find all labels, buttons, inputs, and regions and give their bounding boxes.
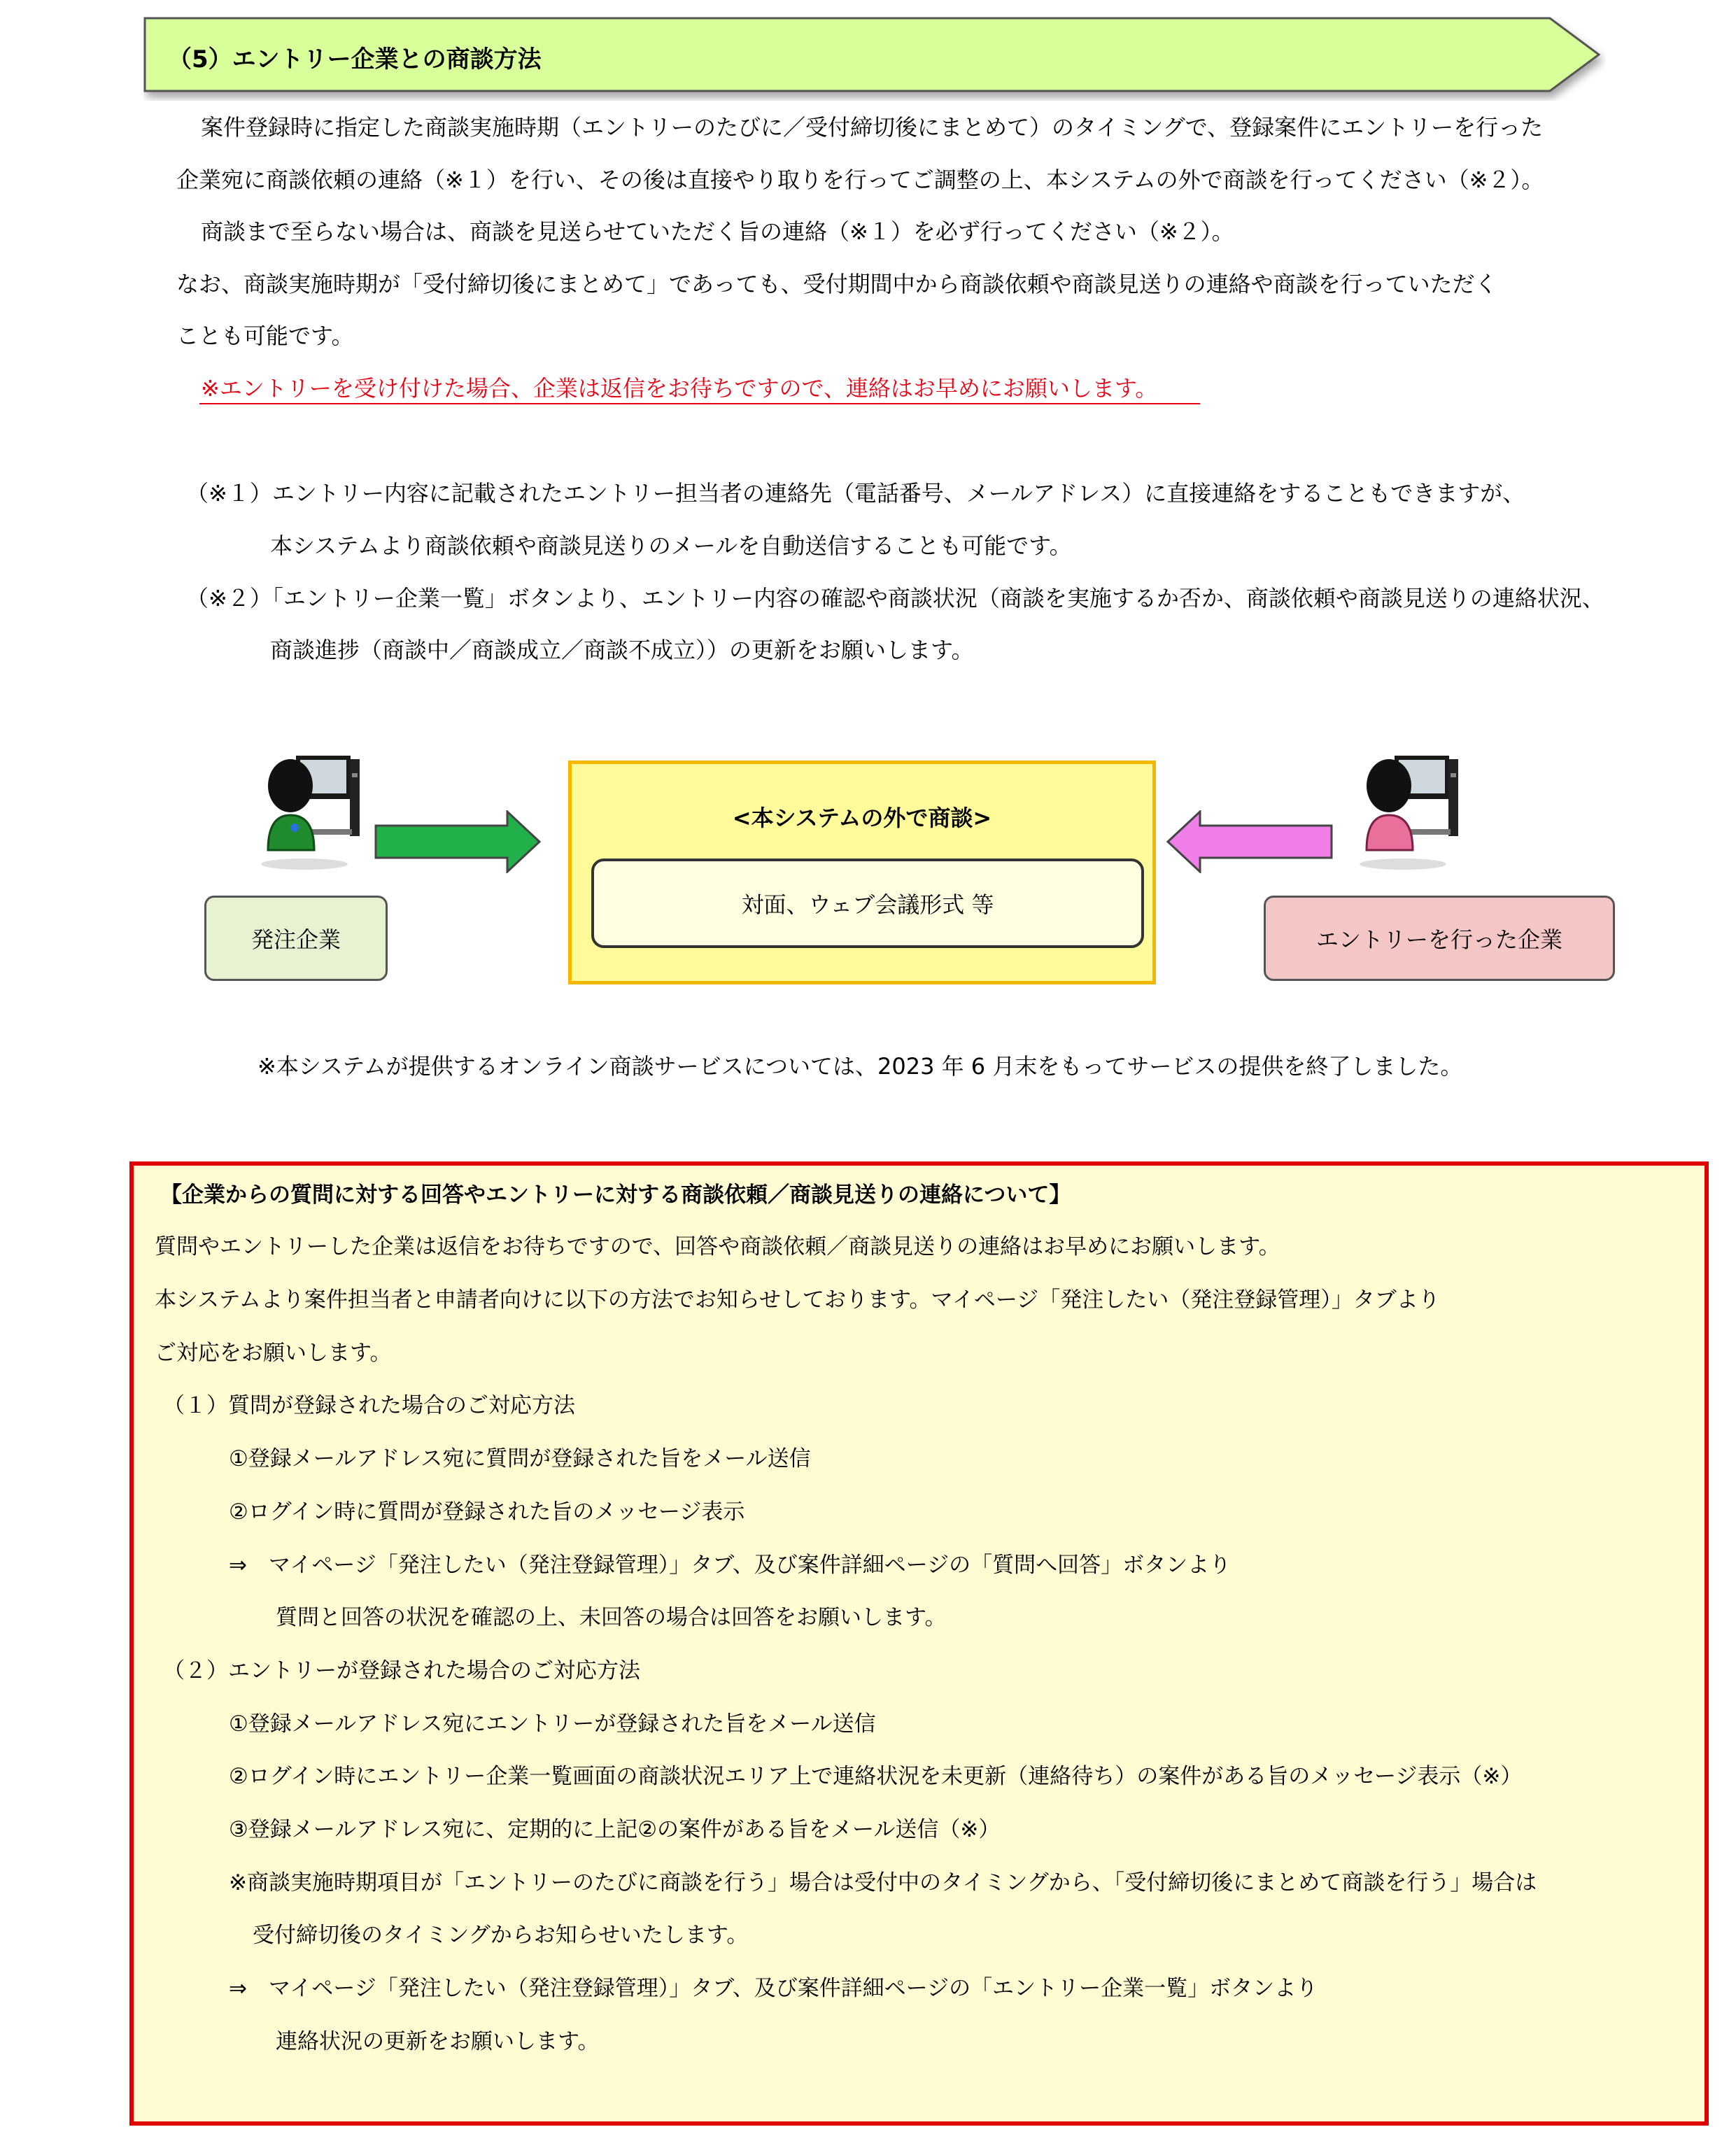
question-action-line-2: 質問と回答の状況を確認の上、未回答の場合は回答をお願いします。	[276, 1605, 947, 1630]
footnote-1-line-2: 本システムより商談依頼や商談見送りのメールを自動送信することも可能です。	[270, 532, 1072, 559]
body-paragraph-3: 商談まで至らない場合は、商談を見送らせていただく旨の連絡（※１）を必ず行ってください（※２）。	[201, 218, 1234, 245]
entry-company-person-computer-icon	[1354, 752, 1462, 871]
online-service-end-notice: ※本システムが提供するオンライン商談サービスについては、2023 年 6 月末をもってサービスの提供を終了しました。	[257, 1053, 1463, 1080]
meeting-method-label: 対面、ウェブ会議形式 等	[741, 891, 994, 918]
client-company-box	[204, 896, 388, 981]
red-underline	[199, 403, 1200, 404]
notice-title: 【企業からの質問に対する回答やエントリーに対する商談依頼／商談見送りの連絡について】	[160, 1182, 1071, 1208]
notice-line-2: 本システムより案件担当者と申請者向けに以下の方法でお知らせしております。マイページ「発注したい（発注登録管理）」タブより	[155, 1287, 1440, 1313]
entry-company-label: エントリーを行った企業	[1315, 926, 1562, 953]
entry-heading: （２）エントリーが登録された場合のご対応方法	[163, 1658, 640, 1683]
footnote-1-line-1: （※１）エントリー内容に記載されたエントリー担当者の連絡先（電話番号、メールアドレス）に直接連絡をすることもできますが、	[186, 480, 1525, 507]
right-arrow-icon	[374, 810, 542, 873]
footnote-2-line-1: （※２）「エントリー企業一覧」ボタンより、エントリー内容の確認や商談状況（商談を実施するか否か、商談依頼や商談見送りの連絡状況、	[186, 585, 1604, 612]
entry-item-1: ①登録メールアドレス宛にエントリーが登録された旨をメール送信	[229, 1711, 876, 1737]
outside-system-box	[568, 761, 1156, 984]
question-heading: （１）質問が登録された場合のご対応方法	[163, 1393, 575, 1418]
entry-note-line-2: 受付締切後のタイミングからお知らせいたします。	[253, 1923, 749, 1948]
entry-note-line-1: ※商談実施時期項目が「エントリーのたびに商談を行う」場合は受付中のタイミングから、「受付締切後にまとめて商談を行う」場合は	[229, 1870, 1537, 1895]
section-title: （5）エントリー企業との商談方法	[168, 45, 542, 73]
body-paragraph-5: ことも可能です。	[176, 323, 354, 349]
entry-item-2: ②ログイン時にエントリー企業一覧画面の商談状況エリア上で連絡状況を未更新（連絡待ち）の案件がある旨のメッセージ表示（※）	[229, 1764, 1523, 1789]
question-item-1: ①登録メールアドレス宛に質問が登録された旨をメール送信	[229, 1446, 811, 1471]
body-paragraph-1: 案件登録時に指定した商談実施時期（エントリーのたびに／受付締切後にまとめて）のタイミングで、登録案件にエントリーを行った	[201, 114, 1544, 141]
client-person-computer-icon	[255, 752, 364, 871]
question-action-line-1: ⇒ マイページ「発注したい（発注登録管理）」タブ、及び案件詳細ページの「質問へ回答」ボタンより	[229, 1553, 1232, 1578]
left-arrow-icon	[1165, 810, 1333, 873]
notice-line-1: 質問やエントリーした企業は返信をお待ちですので、回答や商談依頼／商談見送りの連絡はお早めにお願いします。	[155, 1234, 1280, 1259]
entry-action-line-1: ⇒ マイページ「発注したい（発注登録管理）」タブ、及び案件詳細ページの「エントリー企業一覧」ボタンより	[229, 1976, 1318, 2001]
body-paragraph-4: なお、商談実施時期が「受付締切後にまとめて」であっても、受付期間中から商談依頼や商談見送りの連絡や商談を行っていただく	[176, 271, 1497, 297]
entry-company-box	[1264, 896, 1615, 981]
meeting-method-box	[591, 859, 1144, 948]
client-company-label: 発注企業	[250, 926, 341, 953]
question-item-2: ②ログイン時に質問が登録された旨のメッセージ表示	[229, 1499, 745, 1525]
entry-action-line-2: 連絡状況の更新をお願いします。	[276, 2029, 600, 2054]
footnote-2-line-2: 商談進捗（商談中／商談成立／商談不成立））の更新をお願いします。	[270, 637, 974, 663]
entry-item-3: ③登録メールアドレス宛に、定期的に上記②の案件がある旨をメール送信（※）	[229, 1817, 1001, 1842]
outside-system-title: <本システムの外で商談>	[732, 805, 992, 831]
notice-line-3: ご対応をお願いします。	[155, 1341, 392, 1366]
red-warning-note: ※エントリーを受け付けた場合、企業は返信をお待ちですので、連絡はお早めにお願いします。	[201, 375, 1158, 402]
body-paragraph-2: 企業宛に商談依頼の連絡（※１）を行い、その後は直接やり取りを行ってご調整の上、本システムの外で商談を行ってください（※２）。	[176, 167, 1544, 193]
reply-notice-box	[129, 1161, 1709, 2126]
